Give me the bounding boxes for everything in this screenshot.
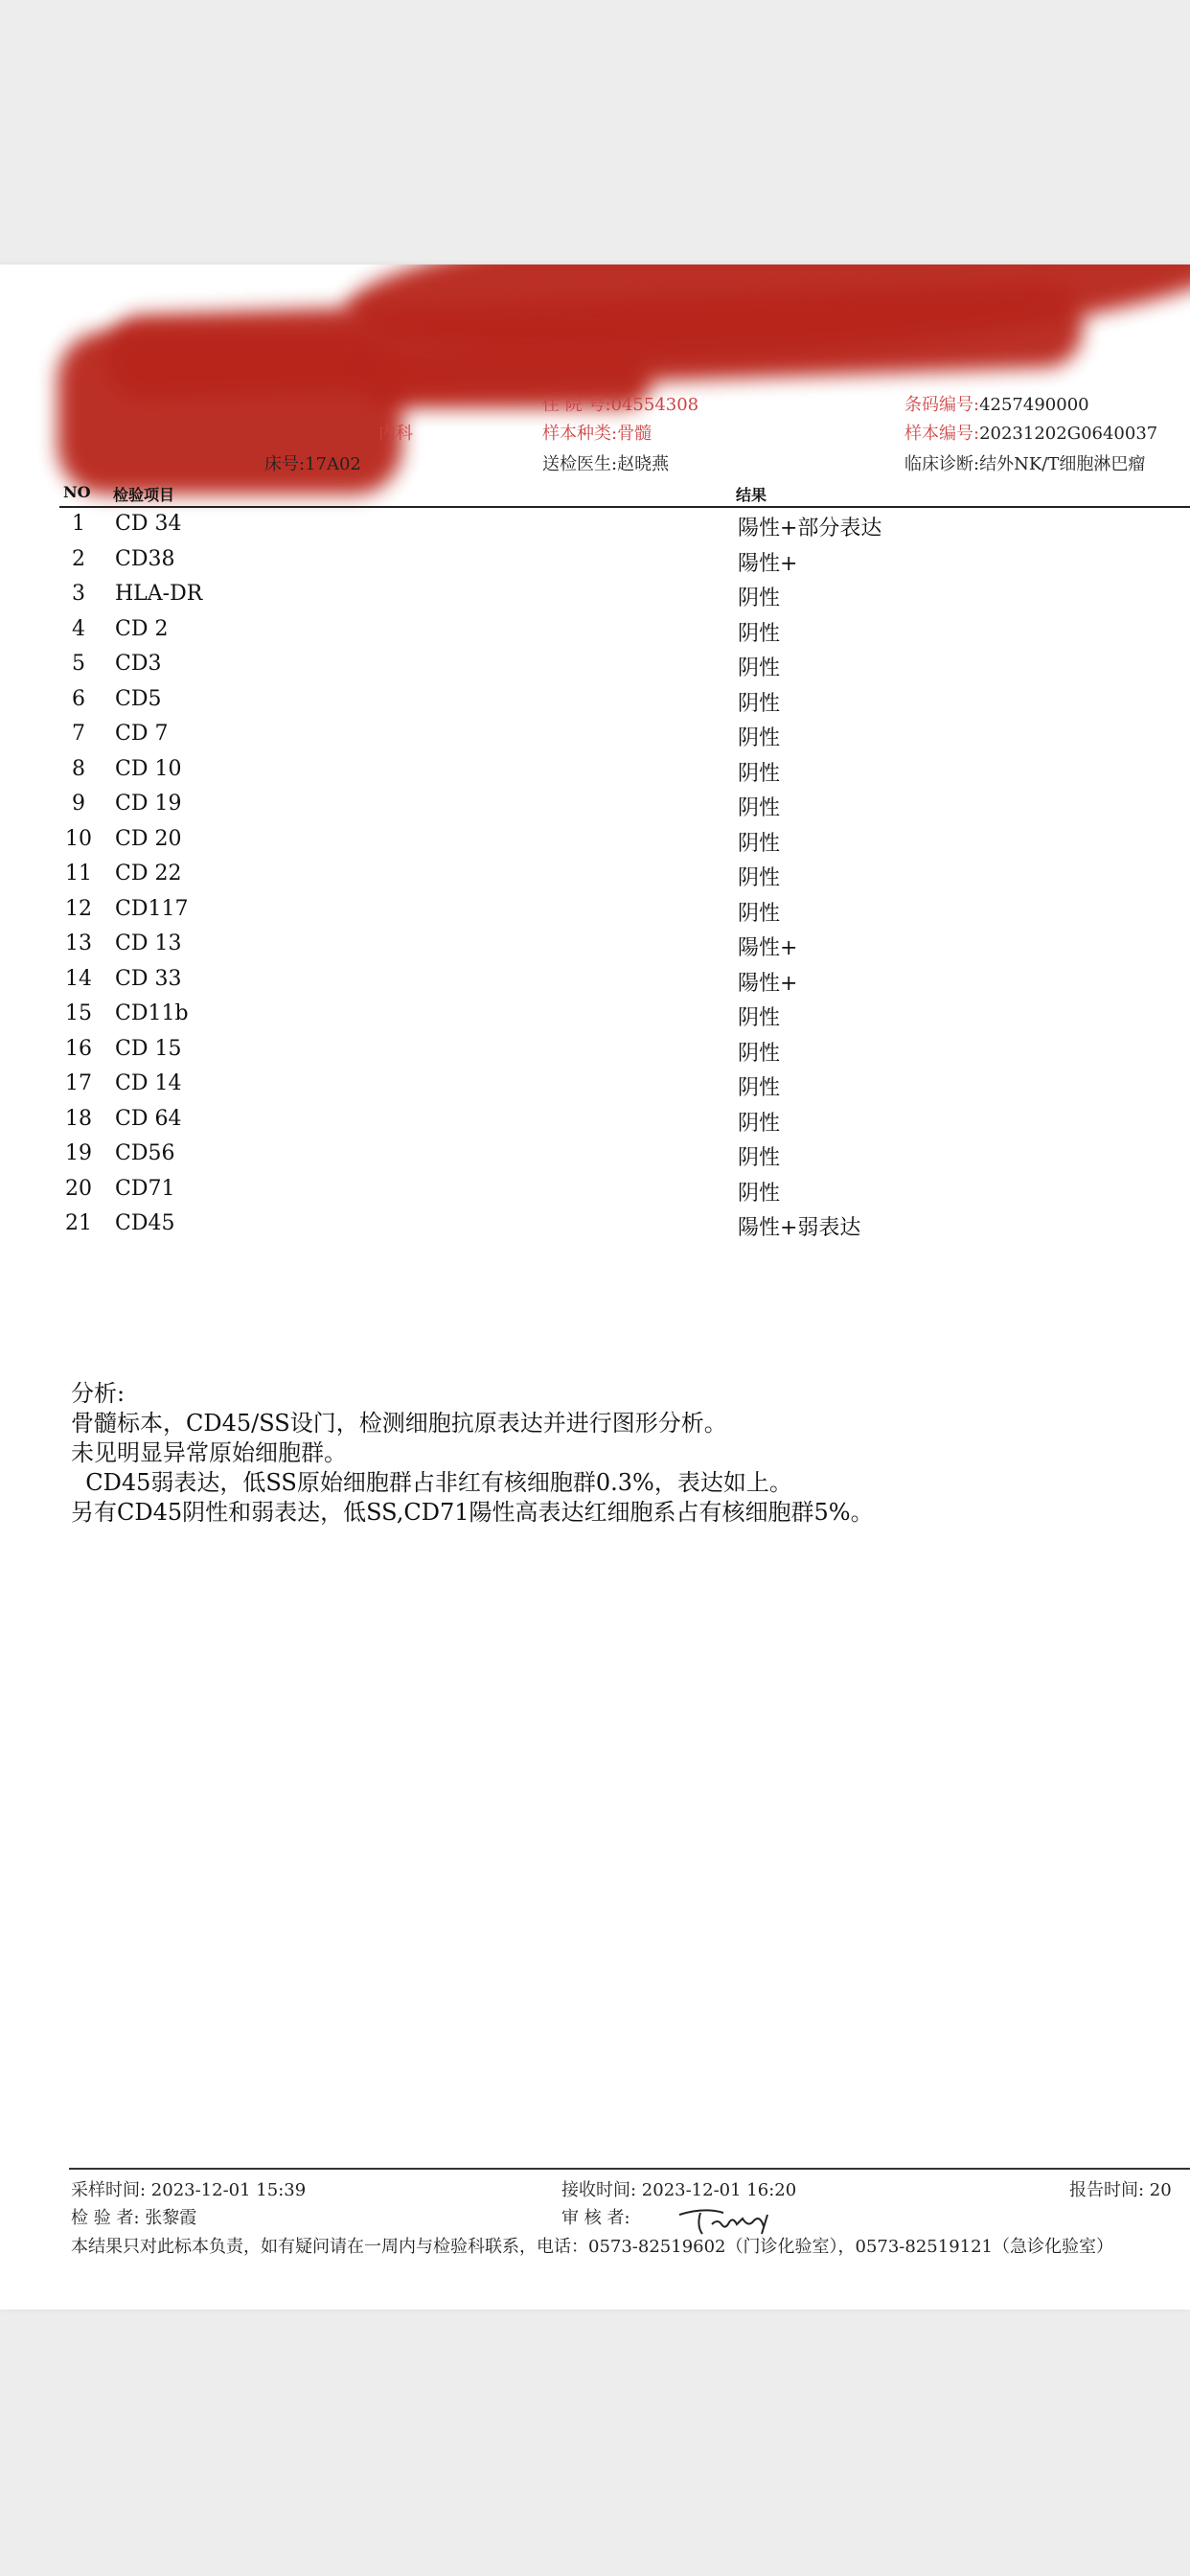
row-result: 陽性+部分表达 <box>738 517 882 540</box>
table-row <box>0 897 1190 932</box>
sample-no: 样本编号:20231202G0640037 <box>904 424 1158 444</box>
row-result: 阴性 <box>738 621 781 646</box>
table-row <box>0 1037 1190 1071</box>
table-row <box>0 1141 1190 1176</box>
row-result: 阴性 <box>738 726 781 750</box>
row-item: CD38 <box>115 546 175 571</box>
table-row <box>0 547 1190 582</box>
row-item: CD3 <box>115 652 162 676</box>
table-row <box>0 617 1190 652</box>
row-number: 10 <box>65 826 92 851</box>
row-item: HLA-DR <box>115 582 203 606</box>
row-result: 阴性 <box>738 831 781 856</box>
row-item: CD 15 <box>115 1036 182 1061</box>
row-result: 阴性 <box>738 1006 781 1030</box>
table-row <box>0 862 1190 896</box>
row-number: 5 <box>72 652 85 676</box>
row-number: 6 <box>72 686 85 711</box>
row-result: 陽性+ <box>738 971 798 996</box>
column-header-no: NO <box>63 483 91 501</box>
row-number: 14 <box>65 966 92 991</box>
table-row <box>0 1071 1190 1106</box>
row-number: 12 <box>65 896 92 921</box>
row-number: 13 <box>65 932 92 955</box>
row-result: 阴性 <box>738 656 781 680</box>
disclaimer: 本结果只对此标本负责，如有疑问请在一周内与检验科联系，电话：0573-82519602（门诊化验室），0573-82519121（急诊化验室） <box>71 2237 1114 2257</box>
sample-type: 样本种类:骨髓 <box>542 424 652 444</box>
receive-time: 接收时间: 2023-12-01 16:20 <box>561 2180 797 2200</box>
bed-no: 床号:17A02 <box>264 454 361 474</box>
row-item: CD71 <box>115 1176 175 1201</box>
table-row <box>0 757 1190 792</box>
table-row <box>0 1177 1190 1211</box>
row-item: CD11b <box>115 1001 189 1025</box>
table-row <box>0 967 1190 1001</box>
row-item: CD 10 <box>115 756 182 781</box>
row-result: 阴性 <box>738 1111 781 1136</box>
referring-doctor: 送检医生:赵晓燕 <box>542 454 670 474</box>
row-item: CD5 <box>115 686 162 711</box>
row-number: 17 <box>65 1071 92 1095</box>
row-number: 21 <box>65 1211 92 1235</box>
barcode: 条码编号:4257490000 <box>904 395 1089 415</box>
table-row <box>0 687 1190 722</box>
column-header-result: 结果 <box>736 486 767 504</box>
row-result: 阴性 <box>738 691 781 716</box>
clinical-diagnosis: 临床诊断:结外NK/T细胞淋巴瘤 <box>904 454 1146 474</box>
analysis-line: 另有CD45阴性和弱表达，低SS,CD71陽性高表达红细胞系占有核细胞群5%。 <box>71 1499 874 1526</box>
row-item: CD 20 <box>115 826 182 851</box>
row-item: CD 64 <box>115 1106 182 1131</box>
row-result: 阴性 <box>738 866 781 890</box>
table-row <box>0 512 1190 546</box>
row-result: 阴性 <box>738 901 781 926</box>
sampling-time: 采样时间: 2023-12-01 15:39 <box>71 2180 307 2200</box>
row-result: 阴性 <box>738 796 781 820</box>
row-result: 阴性 <box>738 761 781 786</box>
row-number: 20 <box>65 1176 92 1201</box>
row-item: CD 7 <box>115 722 169 746</box>
table-row <box>0 792 1190 826</box>
row-item: CD 13 <box>115 932 182 955</box>
row-number: 2 <box>72 546 85 571</box>
row-result: 阴性 <box>738 1041 781 1066</box>
table-row <box>0 582 1190 616</box>
row-result: 陽性+ <box>738 551 798 576</box>
report-time: 报告时间: 20 <box>1069 2180 1172 2200</box>
row-number: 16 <box>65 1036 92 1061</box>
reviewer-label: 审 核 者: <box>561 2208 630 2228</box>
row-number: 3 <box>72 582 85 606</box>
table-row <box>0 652 1190 686</box>
row-number: 15 <box>65 1001 92 1025</box>
table-row <box>0 932 1190 966</box>
row-number: 18 <box>65 1106 92 1131</box>
analysis-section <box>71 1379 874 1528</box>
table-row <box>0 1211 1190 1246</box>
patient-no: 住 院 号:04554308 <box>542 395 699 415</box>
row-item: CD 14 <box>115 1071 182 1095</box>
row-number: 7 <box>72 722 85 746</box>
row-item: CD56 <box>115 1141 175 1165</box>
row-item: CD117 <box>115 896 189 921</box>
table-header-divider <box>59 506 1190 508</box>
tester: 检 验 者: 张黎霞 <box>71 2208 197 2228</box>
table-row <box>0 722 1190 756</box>
row-number: 4 <box>72 616 85 641</box>
row-result: 陽性+弱表达 <box>738 1216 861 1240</box>
table-row <box>0 1001 1190 1036</box>
row-item: CD 19 <box>115 792 182 816</box>
row-item: CD45 <box>115 1211 175 1235</box>
footer-divider <box>69 2168 1190 2170</box>
analysis-line: CD45弱表达，低SS原始细胞群占非红有核细胞群0.3%，表达如上。 <box>71 1469 792 1496</box>
partial-dept: 内科 <box>378 424 413 444</box>
row-result: 阴性 <box>738 1181 781 1206</box>
row-item: CD 22 <box>115 862 182 886</box>
row-item: CD 33 <box>115 966 182 991</box>
row-number: 9 <box>72 792 85 816</box>
row-result: 阴性 <box>738 1146 781 1170</box>
row-result: 阴性 <box>738 1076 781 1100</box>
table-row <box>0 1107 1190 1141</box>
column-header-item: 检验项目 <box>113 486 175 504</box>
analysis-line: 未见明显异常原始细胞群。 <box>71 1439 347 1466</box>
analysis-title: 分析: <box>71 1380 126 1407</box>
row-number: 19 <box>65 1141 92 1165</box>
row-number: 8 <box>72 756 85 781</box>
analysis-line: 骨髓标本，CD45/SS设门，检测细胞抗原表达并进行图形分析。 <box>71 1410 727 1437</box>
row-item: CD 34 <box>115 512 182 536</box>
report-page <box>0 264 1190 2310</box>
row-result: 阴性 <box>738 586 781 610</box>
row-item: CD 2 <box>115 616 169 641</box>
row-number: 1 <box>72 512 85 536</box>
table-row <box>0 827 1190 862</box>
row-result: 陽性+ <box>738 936 798 960</box>
row-number: 11 <box>65 862 92 886</box>
